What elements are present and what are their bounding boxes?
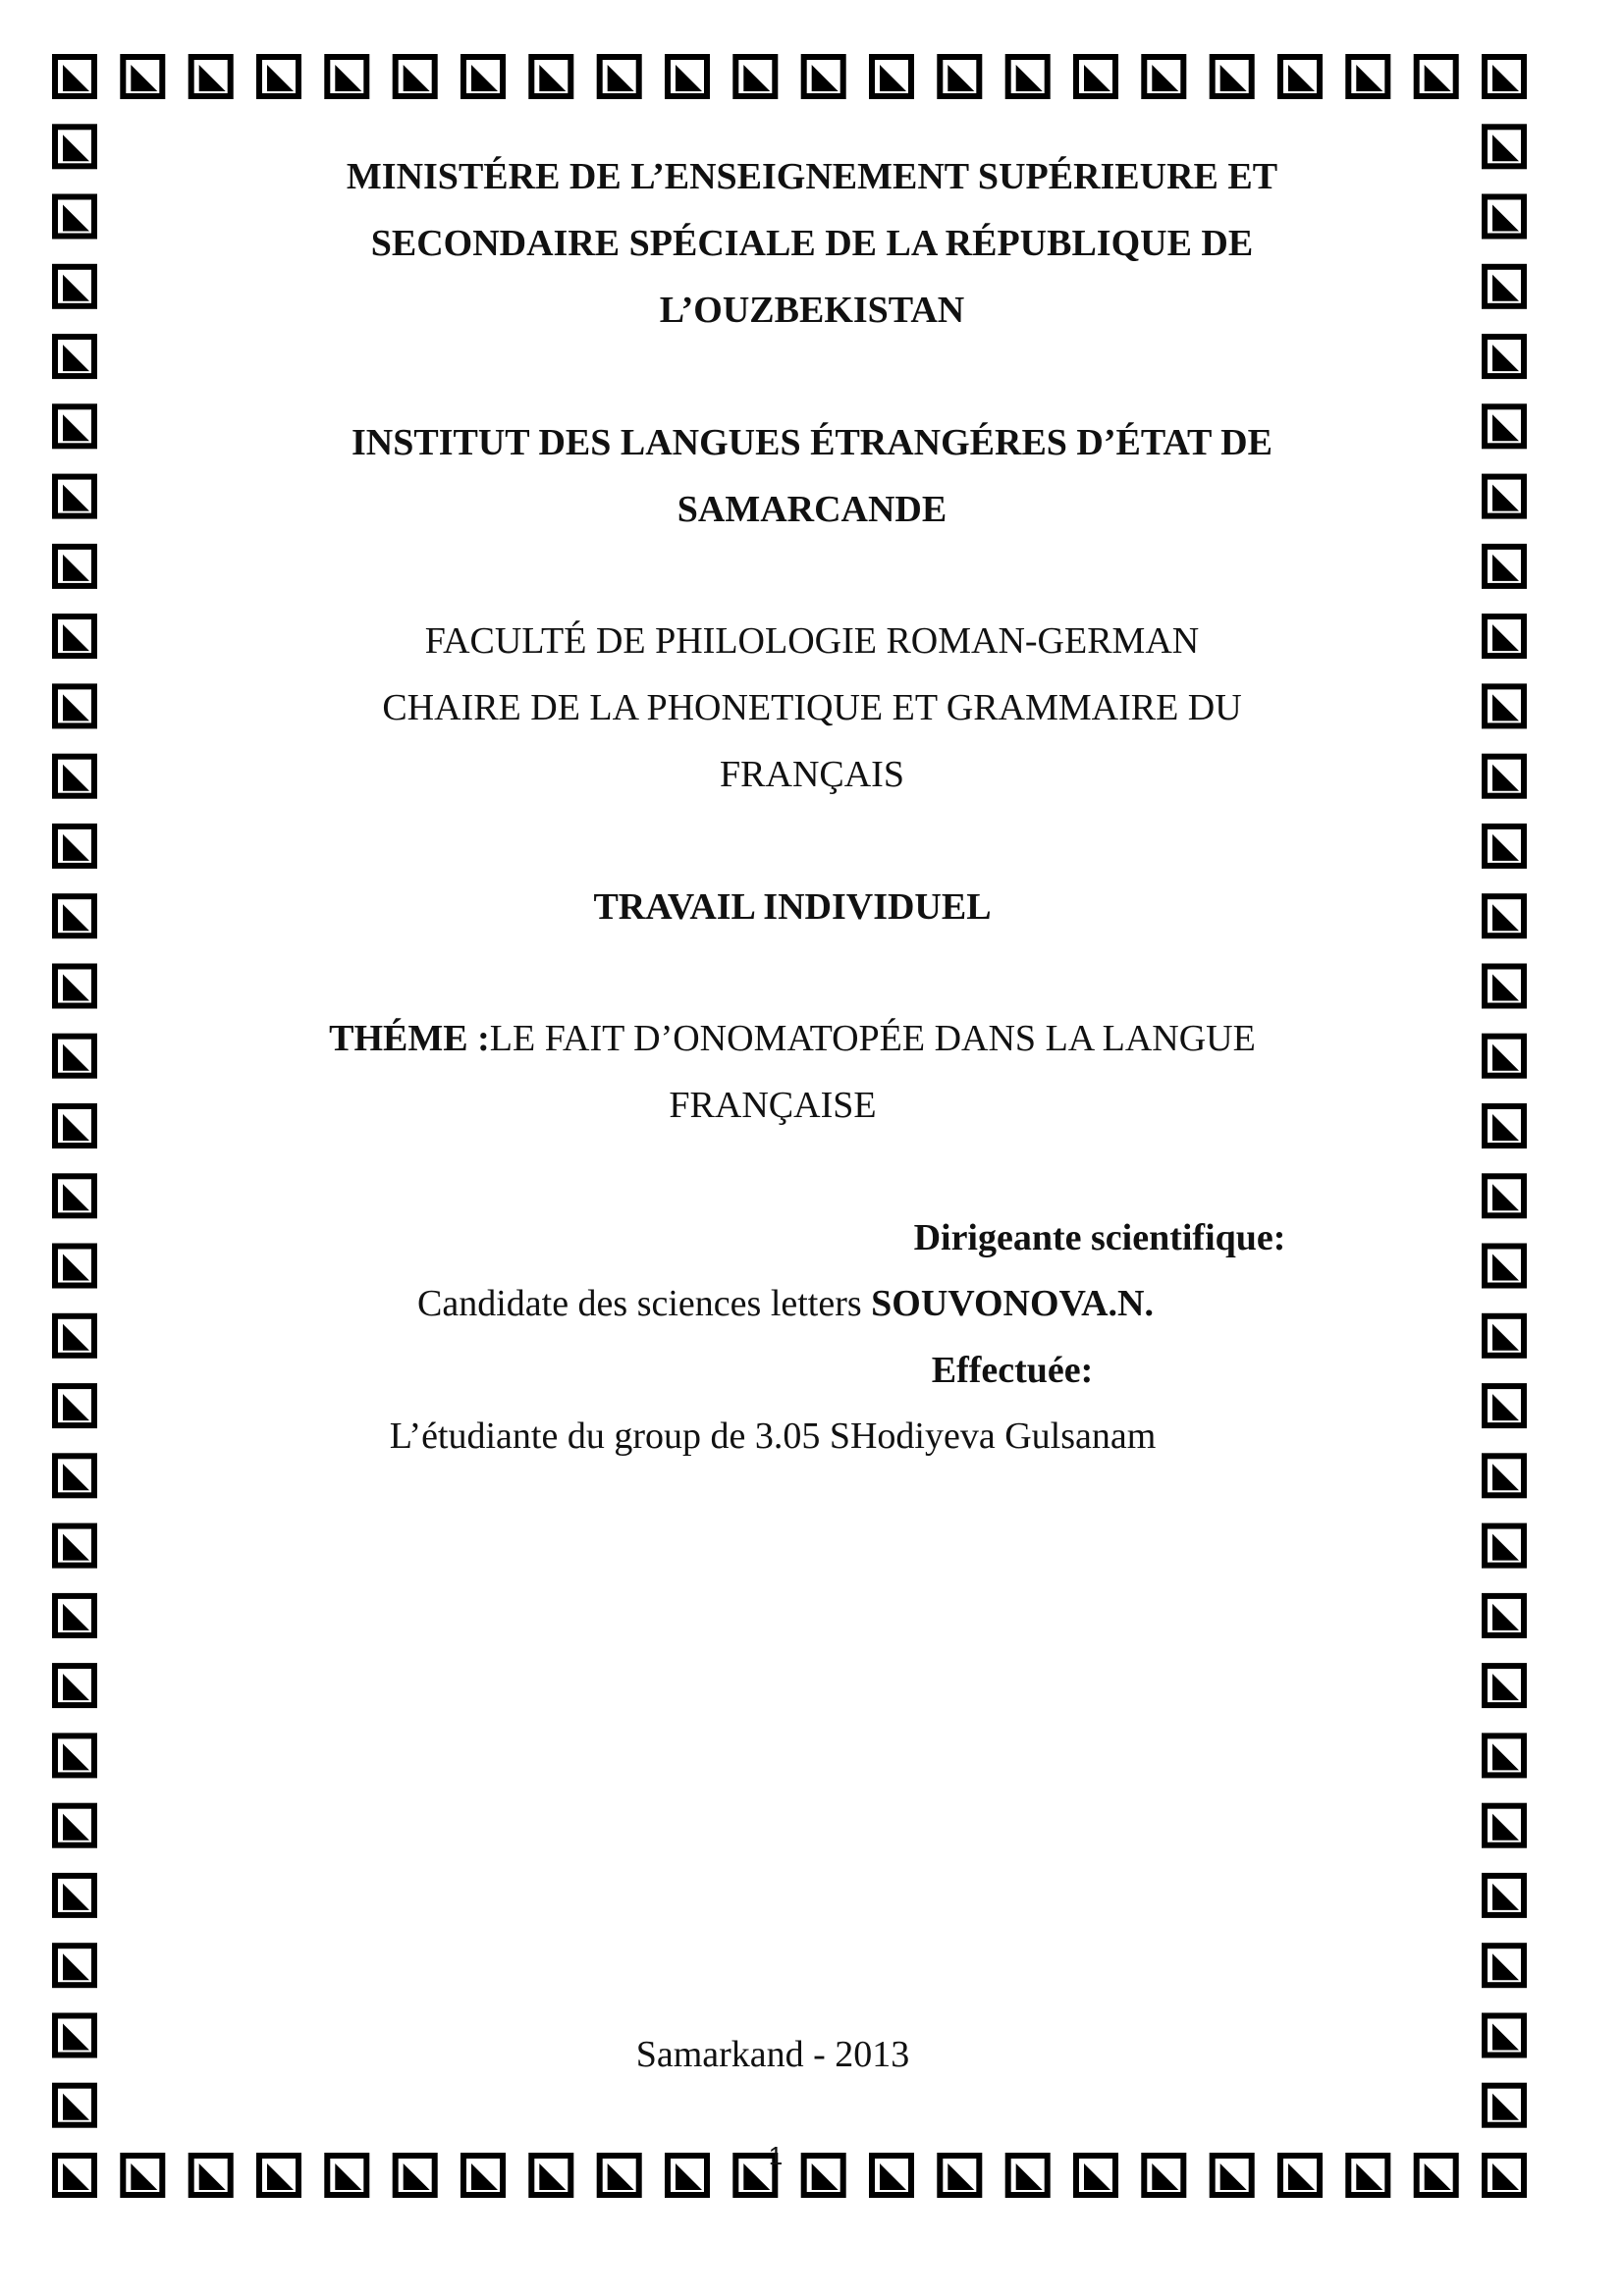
supervisor-title: Candidate des sciences letters: [417, 1283, 872, 1324]
black-white-diagonal-square-icon: [52, 964, 97, 1009]
black-white-diagonal-square-icon: [597, 54, 642, 99]
supervisor-name: SOUVONOVA.N.: [871, 1283, 1154, 1324]
black-white-diagonal-square-icon: [1414, 54, 1459, 99]
black-white-diagonal-square-icon: [1482, 334, 1527, 379]
black-white-diagonal-square-icon: [1482, 1173, 1527, 1218]
black-white-diagonal-square-icon: [52, 1173, 97, 1218]
supervisor-label: Dirigeante scientifique:: [913, 1217, 1286, 1258]
black-white-diagonal-square-icon: [52, 544, 97, 589]
black-white-diagonal-square-icon: [1482, 1593, 1527, 1638]
faculty-line: FACULTÉ DE PHILOLOGIE ROMAN-GERMAN: [424, 620, 1200, 662]
black-white-diagonal-square-icon: [1482, 824, 1527, 869]
black-white-diagonal-square-icon: [1482, 1523, 1527, 1569]
black-white-diagonal-square-icon: [1345, 54, 1390, 99]
theme-label: THÉME :: [329, 1018, 490, 1059]
chair-line-2: FRANÇAIS: [720, 754, 904, 795]
black-white-diagonal-square-icon: [1482, 2083, 1527, 2128]
black-white-diagonal-square-icon: [120, 54, 165, 99]
black-white-diagonal-square-icon: [256, 54, 301, 99]
theme-line-2: FRANÇAISE: [669, 1085, 877, 1126]
supervisor-line: [0, 1282, 1597, 1325]
black-white-diagonal-square-icon: [665, 54, 710, 99]
work-type-title: TRAVAIL INDIVIDUEL: [593, 886, 992, 928]
black-white-diagonal-square-icon: [52, 1803, 97, 1848]
black-white-diagonal-square-icon: [1482, 1803, 1527, 1848]
black-white-diagonal-square-icon: [393, 54, 438, 99]
black-white-diagonal-square-icon: [801, 54, 846, 99]
black-white-diagonal-square-icon: [52, 1663, 97, 1708]
theme-line-1: [0, 1017, 1604, 1060]
black-white-diagonal-square-icon: [1482, 1873, 1527, 1918]
institute-line-1: INSTITUT DES LANGUES ÉTRANGÉRES D’ÉTAT DE: [352, 422, 1272, 463]
black-white-diagonal-square-icon: [460, 54, 506, 99]
black-white-diagonal-square-icon: [52, 2083, 97, 2128]
theme-text: LE FAIT D’ONOMATOPÉE DANS LA LANGUE: [489, 1018, 1256, 1059]
performed-label: Effectuée:: [931, 1350, 1094, 1391]
ministry-line-1: MINISTÉRE DE L’ENSEIGNEMENT SUPÉRIEURE ET: [346, 156, 1278, 197]
black-white-diagonal-square-icon: [324, 54, 369, 99]
black-white-diagonal-square-icon: [52, 1453, 97, 1498]
institute-line-2: SAMARCANDE: [677, 489, 947, 530]
black-white-diagonal-square-icon: [52, 54, 97, 99]
black-white-diagonal-square-icon: [1482, 1733, 1527, 1778]
student-line: L’étudiante du group de 3.05 SHodiyeva Gulsanam: [389, 1415, 1157, 1457]
black-white-diagonal-square-icon: [1073, 54, 1118, 99]
black-white-diagonal-square-icon: [1482, 1663, 1527, 1708]
ministry-line-3: L’OUZBEKISTAN: [659, 290, 965, 331]
black-white-diagonal-square-icon: [1482, 1453, 1527, 1498]
black-white-diagonal-square-icon: [1141, 54, 1186, 99]
black-white-diagonal-square-icon: [1482, 544, 1527, 589]
black-white-diagonal-square-icon: [732, 54, 778, 99]
black-white-diagonal-square-icon: [1482, 1943, 1527, 1988]
black-white-diagonal-square-icon: [189, 54, 234, 99]
black-white-diagonal-square-icon: [52, 824, 97, 869]
chair-line-1: CHAIRE DE LA PHONETIQUE ET GRAMMAIRE DU: [382, 687, 1242, 728]
black-white-diagonal-square-icon: [52, 1943, 97, 1988]
page-number: 1: [768, 2141, 784, 2170]
black-white-diagonal-square-icon: [52, 1523, 97, 1569]
black-white-diagonal-square-icon: [937, 54, 982, 99]
black-white-diagonal-square-icon: [528, 54, 573, 99]
black-white-diagonal-square-icon: [1482, 964, 1527, 1009]
black-white-diagonal-square-icon: [1482, 54, 1527, 99]
black-white-diagonal-square-icon: [1210, 54, 1255, 99]
black-white-diagonal-square-icon: [52, 1593, 97, 1638]
black-white-diagonal-square-icon: [1277, 54, 1323, 99]
black-white-diagonal-square-icon: [869, 54, 914, 99]
black-white-diagonal-square-icon: [1005, 54, 1051, 99]
place-year: Samarkand - 2013: [635, 2034, 910, 2075]
black-white-diagonal-square-icon: [52, 334, 97, 379]
ministry-line-2: SECONDAIRE SPÉCIALE DE LA RÉPUBLIQUE DE: [370, 223, 1254, 264]
black-white-diagonal-square-icon: [52, 1733, 97, 1778]
black-white-diagonal-square-icon: [52, 1873, 97, 1918]
